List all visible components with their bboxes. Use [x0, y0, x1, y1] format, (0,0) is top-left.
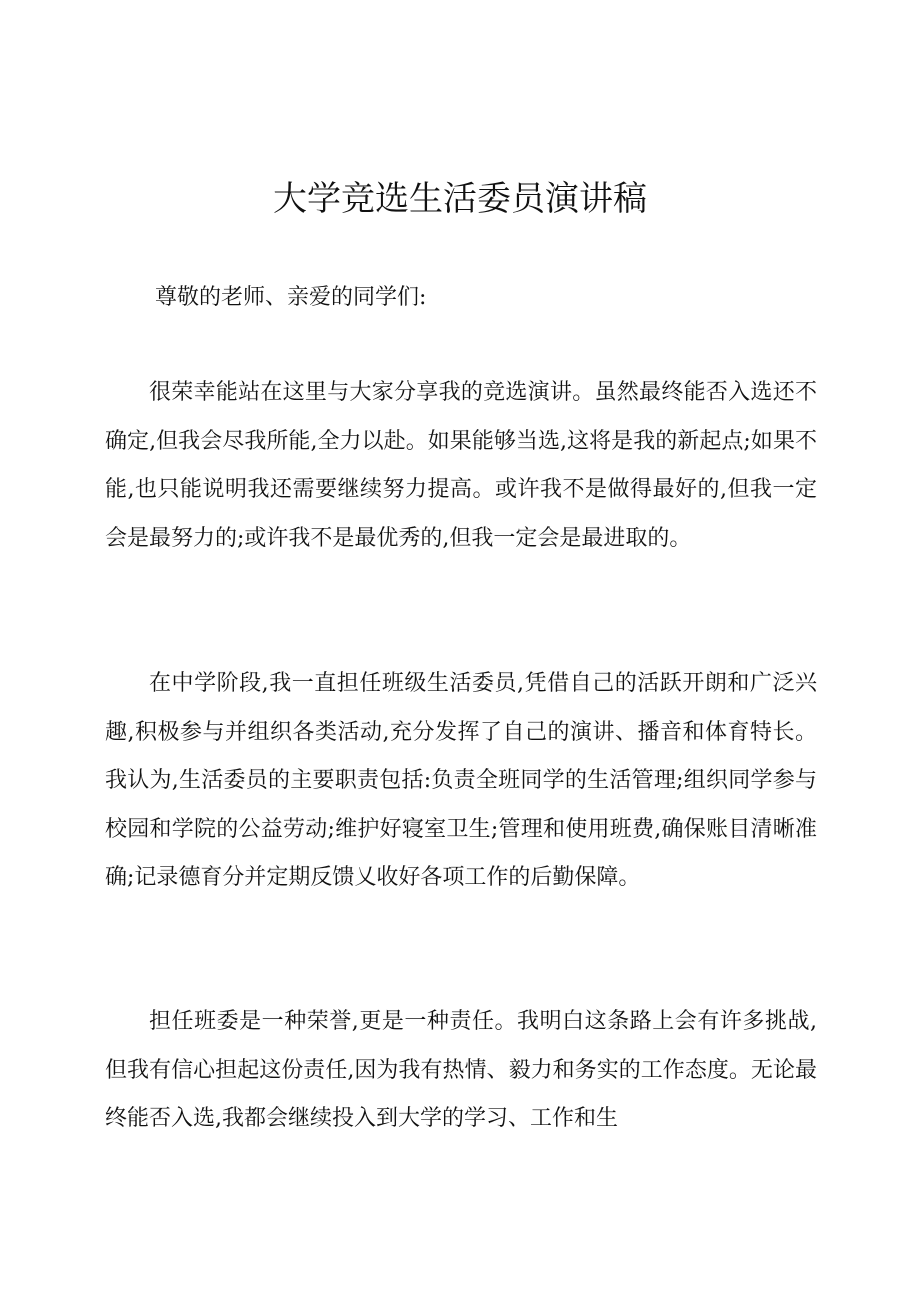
paragraph-1: 很荣幸能站在这里与大家分享我的竞选演讲。虽然最终能否入选还不确定,但我会尽我所能,全力以赴。如果能够当选,这将是我的新起点;如果不能,也只能说明我还需要继续努力提高。或许我不是做得最好的,但我一定会是最努力的;或许我不是最优秀的,但我一定会是最进取的。 — [105, 380, 817, 551]
document-title: 大学竞选生活委员演讲稿 — [273, 179, 647, 219]
salutation: 尊敬的老师、亲爱的同学们: — [155, 285, 427, 310]
paragraph-2: 在中学阶段,我一直担任班级生活委员,凭借自己的活跃开朗和广泛兴趣,积极参与并组织各类活动,充分发挥了自己的演讲、播音和体育特长。我认为,生活委员的主要职责包括:负责全班同学的生活管理;组织同学参与校园和学院的公益劳动;维护好寝室卫生;管理和使用班费,确保账目清晰准确;记录德育分并定期反馈乂收好各项工作的后勤保障。 — [105, 671, 817, 890]
paragraph-3: 担任班委是一种荣誉,更是一种责任。我明白这条路上会有许多挑战,但我有信心担起这份责任,因为我有热情、毅力和务实的工作态度。无论最终能否入选,我都会继续投入到大学的学习、工作和生 — [105, 1009, 817, 1131]
